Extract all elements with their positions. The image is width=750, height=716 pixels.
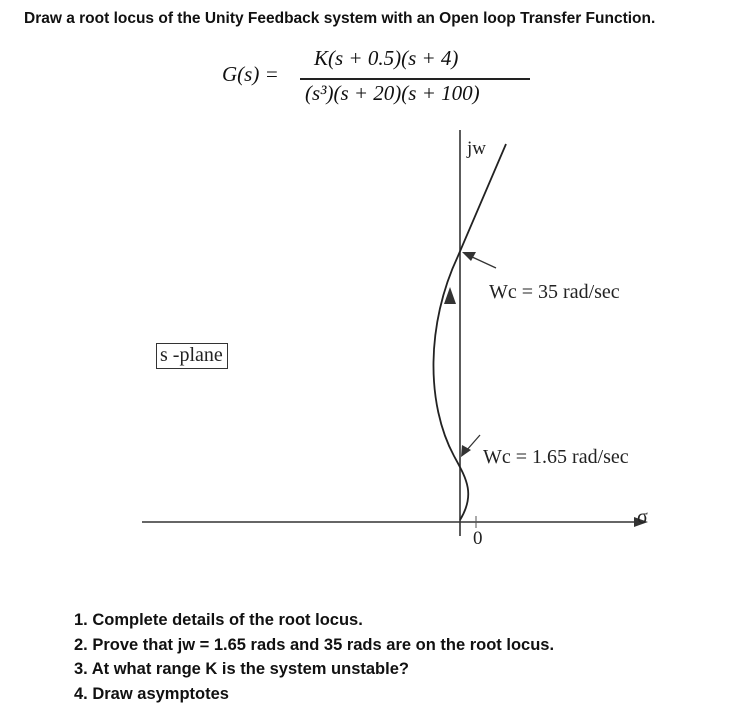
question-item: 1. Complete details of the root locus.: [74, 611, 363, 629]
question-item: 3. At what range K is the system unstable?: [74, 660, 409, 678]
wc-35-label: Wc = 35 rad/sec: [489, 281, 620, 303]
question-item: 4. Draw asymptotes: [74, 684, 229, 703]
question-list: [74, 608, 554, 706]
problem-title: Draw a root locus of the Unity Feedback system with an Open loop Transfer Function.: [24, 10, 656, 27]
wc-top-pointer-head: [462, 252, 476, 261]
sigma-axis-label: σ: [637, 506, 648, 528]
wc-top-pointer: [470, 256, 496, 268]
fraction-bar: [300, 78, 530, 80]
origin-label: 0: [473, 528, 483, 549]
root-locus-drawing: [140, 128, 680, 556]
question-item: 2. Prove that jw = 1.65 rads and 35 rads are on the root locus.: [74, 635, 555, 654]
transfer-function-numerator: K(s + 0.5)(s + 4): [314, 46, 459, 70]
s-plane-label: s -plane: [156, 343, 228, 369]
wc-1-65-label: Wc = 1.65 rad/sec: [483, 446, 629, 468]
root-locus-figure: [140, 128, 680, 556]
transfer-function-denominator: (s³)(s + 20)(s + 100): [305, 81, 480, 105]
transfer-function-lhs: G(s) =: [222, 62, 279, 86]
jw-axis-label: jw: [467, 138, 486, 159]
